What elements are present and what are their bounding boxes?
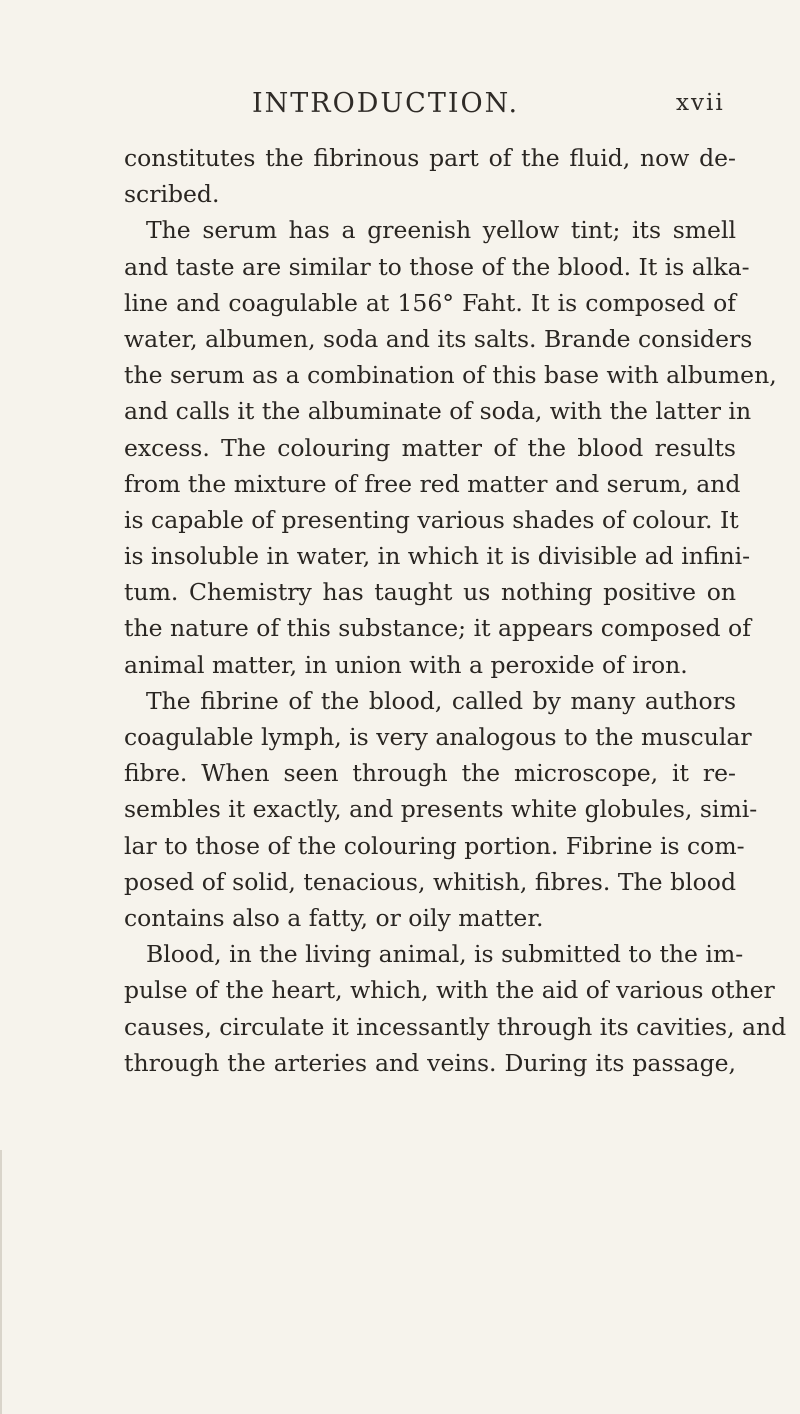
running-head-title: INTRODUCTION.: [252, 88, 520, 119]
text-line: is capable of presenting various shades of colour. It: [124, 505, 739, 534]
text-line: tum. Chemistry has taught us nothing positive on: [124, 578, 736, 607]
text-line: water, albumen, soda and its salts. Brande considers: [124, 324, 753, 353]
text-line: constitutes the fibrinous part of the fluid, now de-: [124, 144, 736, 172]
text-line: contains also a fatty, or oily matter.: [124, 903, 544, 932]
text-line: causes, circulate it incessantly through its cavities, and: [124, 1012, 787, 1041]
text-line: pulse of the heart, which, with the aid of various other: [124, 976, 775, 1005]
text-line: posed of solid, tenacious, whitish, fibres. The blood: [124, 867, 736, 896]
text-line: Blood, in the living animal, is submitted to the im-: [146, 940, 744, 969]
text-line: coagulable lymph, is very analogous to the muscular: [124, 723, 752, 751]
text-line: from the mixture of free red matter and serum, and: [124, 469, 741, 498]
page-number: xvii: [676, 90, 725, 116]
text-line: line and coagulable at 156° Faht. It is composed of: [124, 288, 736, 317]
text-line: the nature of this substance; it appears composed of: [124, 614, 751, 643]
text-line: and calls it the albuminate of soda, with the latter in: [124, 397, 752, 426]
text-line: The serum has a greenish yellow tint; its smell: [146, 216, 736, 245]
text-line: sembles it exactly, and presents white globules, simi-: [124, 795, 758, 824]
text-line: is insoluble in water, in which it is divisible ad infini-: [124, 542, 751, 571]
text-line: scribed.: [124, 180, 220, 209]
text-line: the serum as a combination of this base with albumen,: [124, 361, 777, 390]
text-line: lar to those of the colouring portion. Fibrine is com-: [124, 831, 745, 860]
text-line: through the arteries and veins. During its passage,: [124, 1048, 736, 1077]
page-edge-shadow: [0, 1150, 2, 1414]
text-line: The fibrine of the blood, called by many authors: [146, 686, 736, 715]
body-text: [124, 140, 787, 1081]
text-line: excess. The colouring matter of the blood results: [124, 433, 736, 462]
text-line: and taste are similar to those of the blood. It is alka-: [124, 252, 750, 281]
text-line: animal matter, in union with a peroxide of iron.: [124, 650, 688, 679]
text-line: fibre. When seen through the microscope, it re-: [124, 759, 736, 788]
running-head: [0, 88, 800, 128]
